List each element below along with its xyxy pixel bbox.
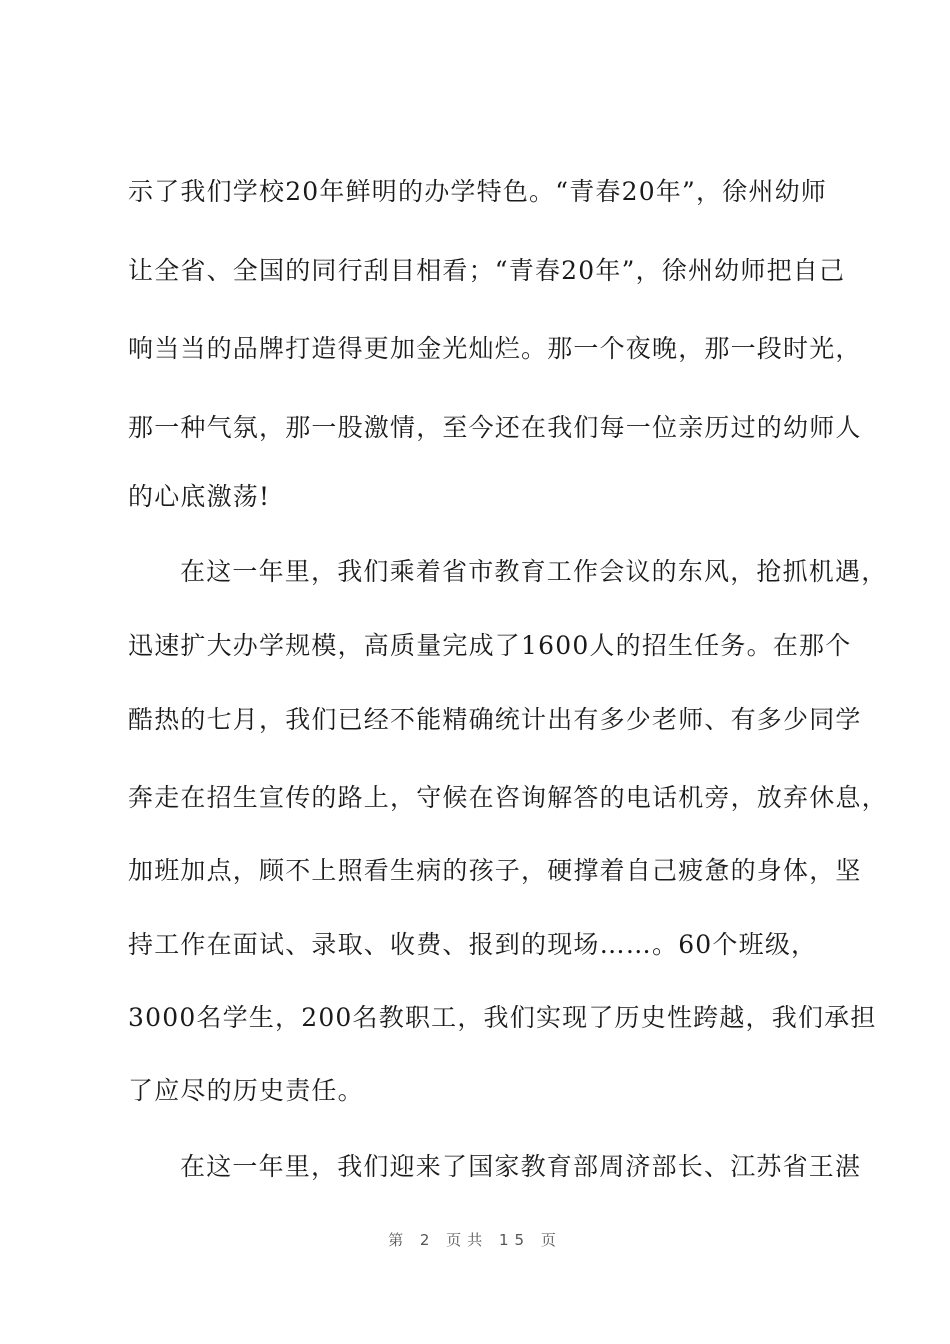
text-line: 奔走在招生宣传的路上，守候在咨询解答的电话机旁，放弃休息， <box>128 783 888 812</box>
paragraph-start-line: 在这一年里，我们迎来了国家教育部周济部长、江苏省王湛 <box>180 1152 862 1181</box>
text-line: 示了我们学校20年鲜明的办学特色。“青春20年”，徐州幼师 <box>128 177 827 206</box>
text-line: 让全省、全国的同行刮目相看；“青春20年”，徐州幼师把自己 <box>128 256 846 285</box>
text-line: 响当当的品牌打造得更加金光灿烂。那一个夜晚，那一段时光， <box>128 334 862 363</box>
paragraph-start-line: 在这一年里，我们乘着省市教育工作会议的东风，抢抓机遇， <box>180 557 888 586</box>
text-line: 持工作在面试、录取、收费、报到的现场……。60个班级， <box>128 930 818 959</box>
text-line: 迅速扩大办学规模，高质量完成了1600人的招生任务。在那个 <box>128 631 852 660</box>
text-line: 的心底激荡! <box>128 482 271 511</box>
text-line: 那一种气氛，那一股激情，至今还在我们每一位亲历过的幼师人 <box>128 413 862 442</box>
text-line: 酷热的七月，我们已经不能精确统计出有多少老师、有多少同学 <box>128 705 862 734</box>
page-footer: 第 2 页共 15 页 <box>388 1231 562 1249</box>
text-line: 加班加点，顾不上照看生病的孩子，硬撑着自己疲惫的身体，坚 <box>128 856 862 885</box>
text-line: 3000名学生，200名教职工，我们实现了历史性跨越，我们承担 <box>128 1003 877 1032</box>
text-line: 了应尽的历史责任。 <box>128 1076 364 1105</box>
